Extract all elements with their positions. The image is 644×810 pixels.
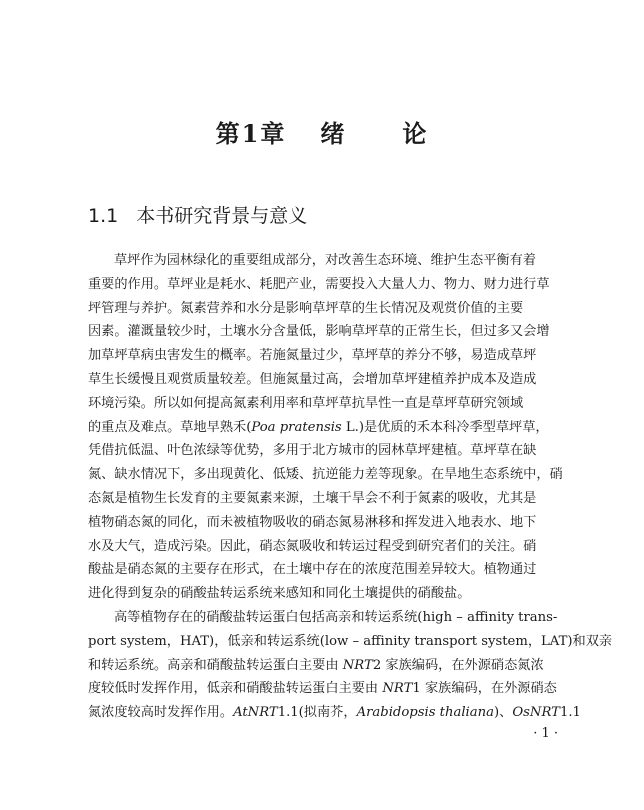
- text-line: 态氮是植物生长发育的主要氮素来源，土壤干旱会不利于氮素的吸收，尤其是: [88, 490, 537, 506]
- text-line: 凭借抗低温、叶色浓绿等优势，多用于北方城市的园林草坪建植。草坪草在缺: [88, 443, 537, 459]
- text-line: [88, 654, 561, 678]
- text-segment: 氮浓度较高时发挥作用。: [88, 705, 234, 721]
- text-segment: 的重点及难点。草地早熟禾(: [88, 419, 252, 435]
- body-text: [88, 249, 613, 725]
- chapter-title: [0, 114, 644, 149]
- text-segment: 1 家族编码，在外源硝态: [412, 681, 557, 697]
- gene-name: OsNRT: [512, 705, 560, 721]
- text-line: 因素。灌溉量较少时，土壤水分含量低，影响草坪草的正常生长，但过多又会增: [88, 324, 550, 340]
- chapter-suffix: 章: [260, 119, 287, 148]
- chapter-prefix: 第: [215, 119, 242, 148]
- text-line: 植物硝态氮的同化，而未被植物吸收的硝态氮易淋移和挥发进入地表水、地下: [88, 514, 537, 530]
- chapter-number: 1: [241, 119, 261, 148]
- text-line: [88, 416, 561, 440]
- text-line: 酸盐是硝态氮的主要存在形式，在土壤中存在的浓度范围差异较大。植物通过: [88, 562, 537, 578]
- chapter-title-part1: 绪: [320, 119, 347, 148]
- text-segment: 和转运系统。高亲和硝酸盐转运蛋白主要由: [88, 657, 343, 673]
- text-line: 草生长缓慢且观赏质量较差。但施氮量过高，会增加草坪建植养护成本及造成: [88, 371, 537, 387]
- text-line: 高等植物存在的硝酸盐转运蛋白包括高亲和转运系统(high – affinity trans-: [114, 609, 558, 625]
- text-line: [88, 701, 581, 725]
- text-line: [88, 677, 561, 701]
- species-name: Poa pratensis: [251, 419, 342, 435]
- gene-name: NRT: [382, 681, 413, 697]
- text-line: port system，HAT)，低亲和转运系统(low – affinity transport system，LAT)和双亲: [88, 633, 613, 649]
- gene-name: NRT: [342, 657, 373, 673]
- text-line: 草坪作为园林绿化的重要组成部分，对改善生态环境、维护生态平衡有着: [114, 253, 536, 268]
- text-segment: 1.1(拟南芥，: [277, 705, 357, 721]
- page-number: · 1 ·: [533, 726, 558, 741]
- species-name: Arabidopsis thaliana: [356, 705, 494, 721]
- chapter-title-part2: 论: [402, 119, 429, 148]
- gene-name: AtNRT: [233, 705, 278, 721]
- text-line: 坪管理与养护。氮素营养和水分是影响草坪草的生长情况及观赏价值的主要: [88, 300, 524, 316]
- text-line: 进化得到复杂的硝酸盐转运系统来感知和同化土壤提供的硝酸盐。: [88, 586, 471, 602]
- text-line: 环境污染。所以如何提高氮素利用率和草坪草抗旱性一直是草坪草研究领域: [88, 395, 524, 411]
- text-line: 水及大气，造成污染。因此，硝态氮吸收和转运过程受到研究者们的关注。硝: [88, 538, 537, 554]
- text-segment: 度较低时发挥作用，低亲和硝酸盐转运蛋白主要由: [88, 681, 383, 697]
- text-segment: )、: [494, 705, 513, 721]
- section-heading: [88, 201, 307, 228]
- text-line: 重要的作用。草坪业是耗水、耗肥产业，需要投入大量人力、物力、财力进行草: [88, 276, 550, 292]
- text-segment: 2 家族编码，在外源硝态氮浓: [372, 657, 544, 673]
- text-segment: 1.1: [559, 705, 581, 721]
- text-segment: L.)是优质的禾本科冷季型草坪草，: [341, 419, 549, 435]
- section-number: 1.1: [88, 205, 119, 227]
- section-title: 本书研究背景与意义: [136, 205, 308, 227]
- text-line: 加草坪草病虫害发生的概率。若施氮量过少，草坪草的养分不够，易造成草坪: [88, 348, 537, 364]
- text-line: 氮、缺水情况下，多出现黄化、低矮、抗逆能力差等现象。在旱地生态系统中，硝: [88, 467, 563, 483]
